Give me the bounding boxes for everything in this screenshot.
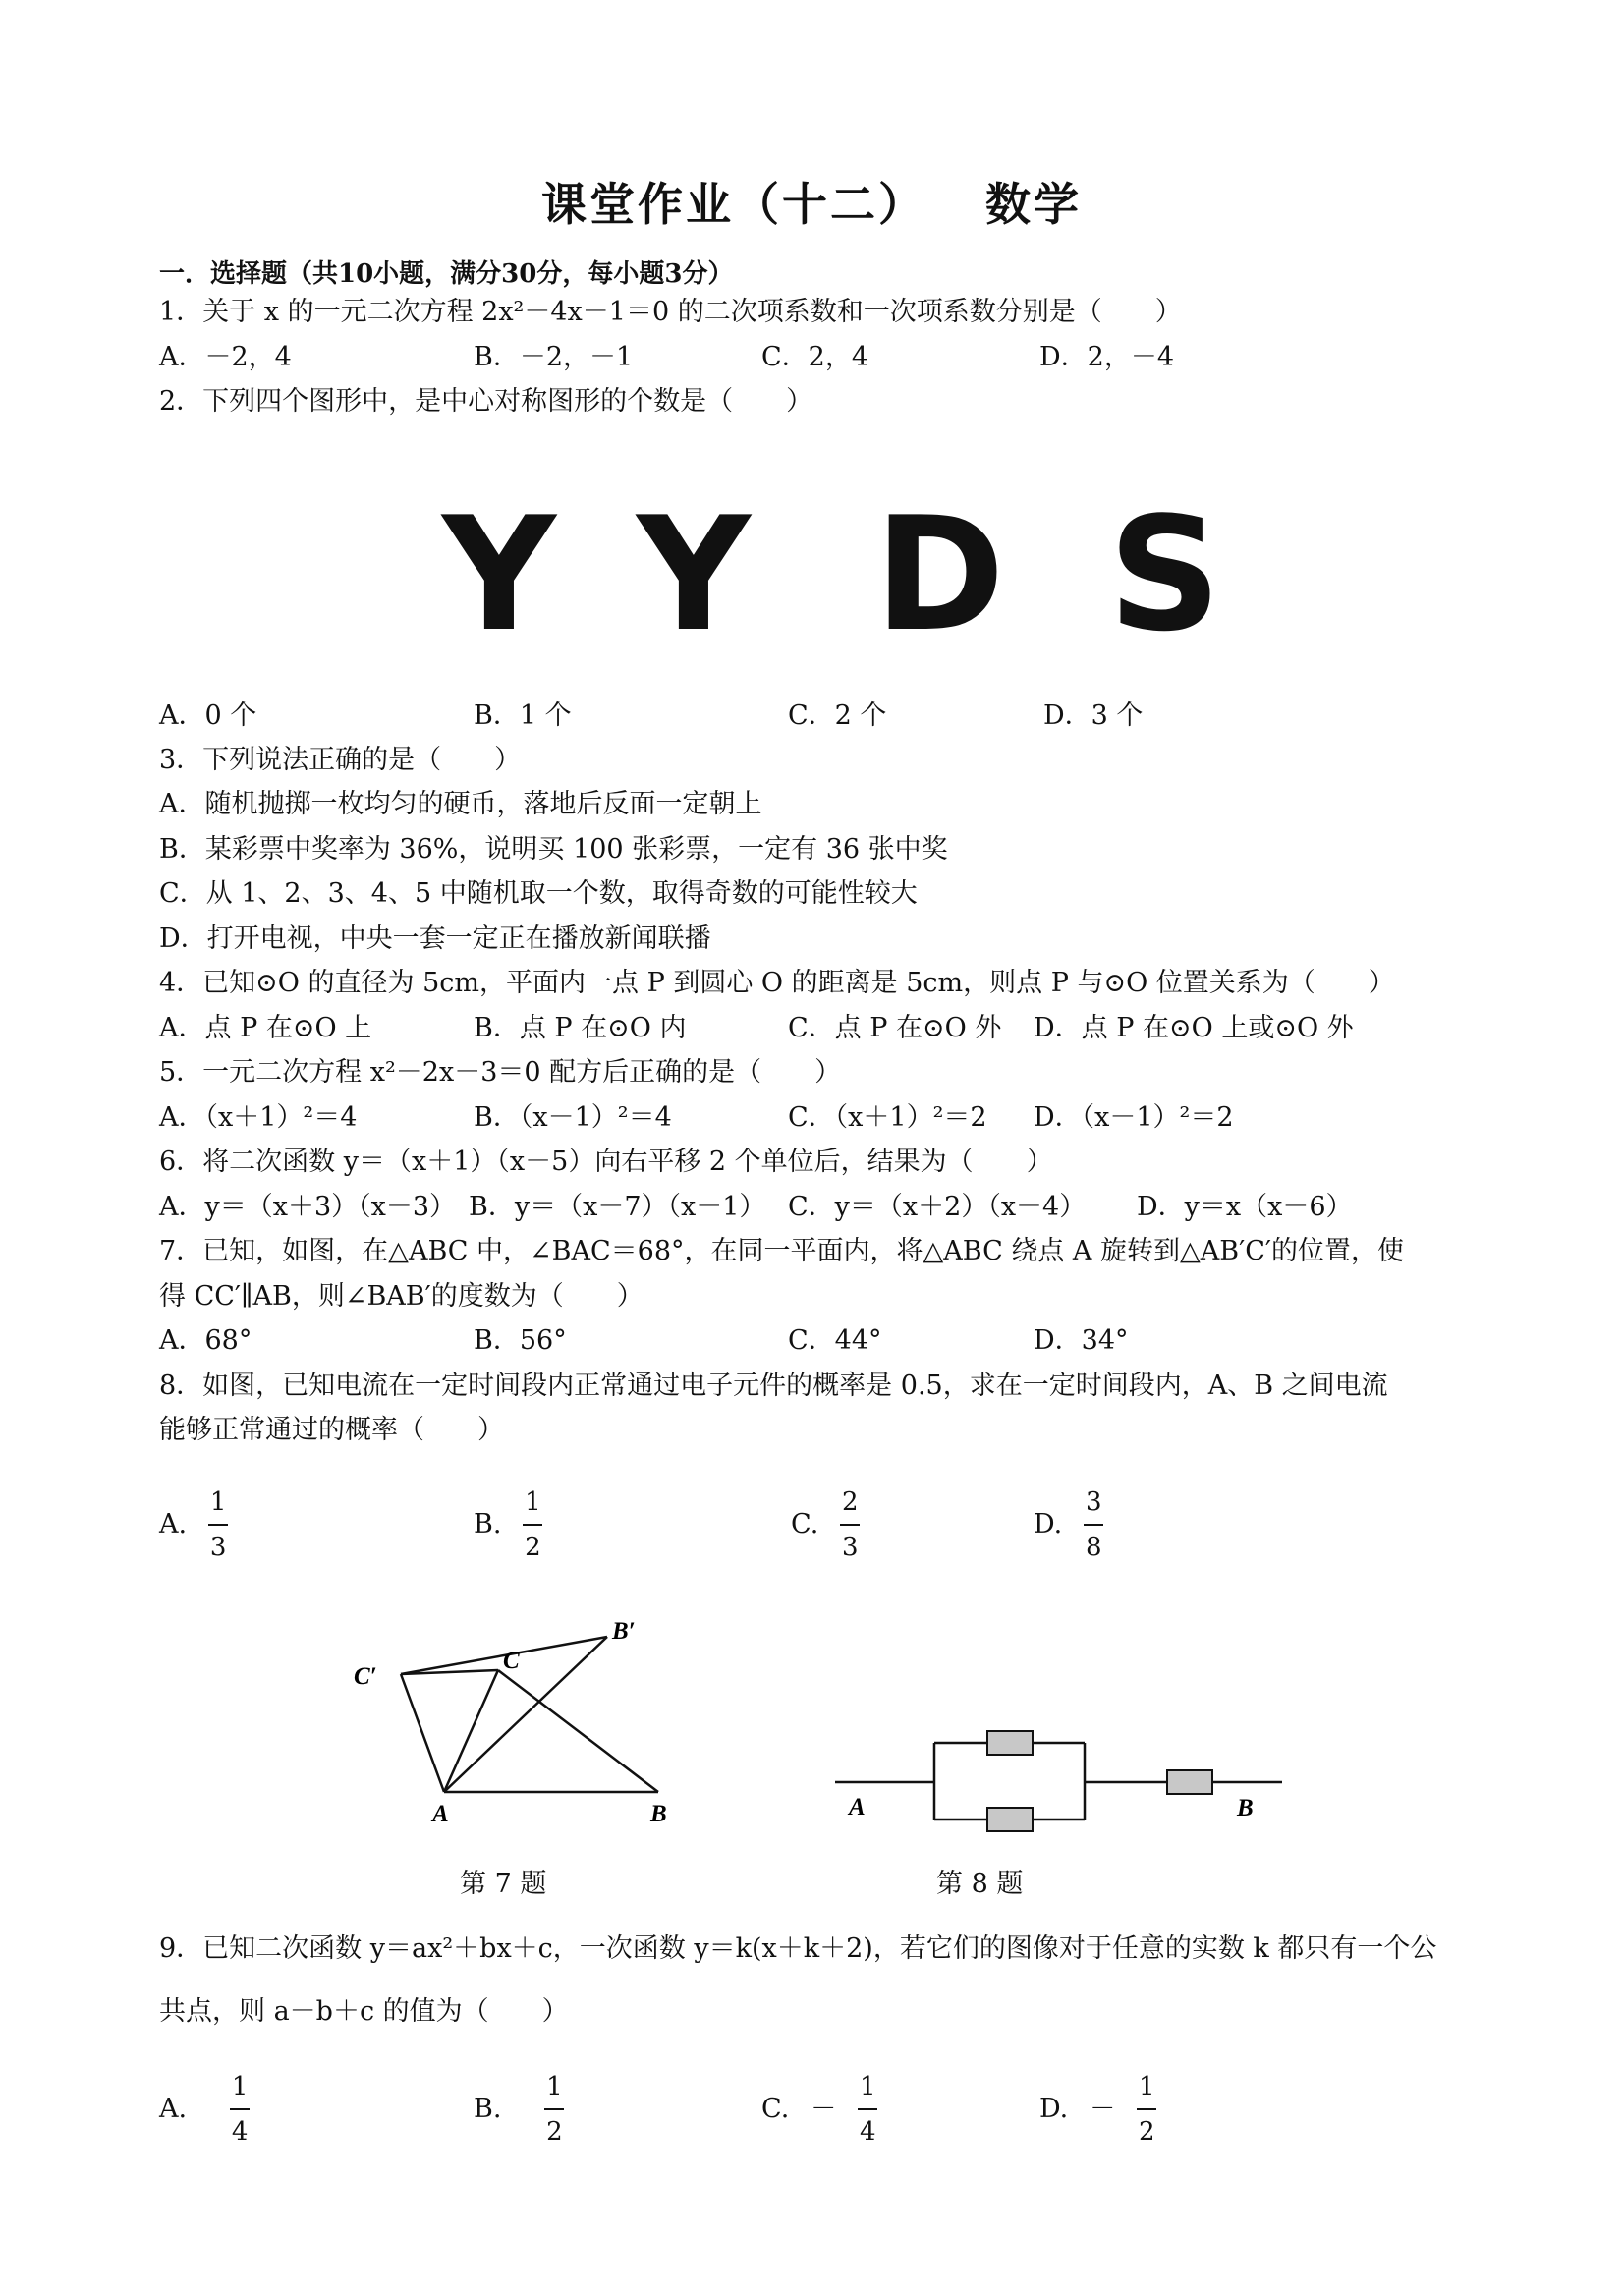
figure7-caption: 第 7 题 <box>460 1869 547 1899</box>
q3-option-c: C．从 1、2、3、4、5 中随机取一个数，取得奇数的可能性较大 <box>159 878 918 909</box>
q2-stem: 2．下列四个图形中，是中心对称图形的个数是（ ） <box>159 386 813 417</box>
q8-stem-line2: 能够正常通过的概率（ ） <box>159 1415 504 1445</box>
q7-option-b: B．56° <box>474 1325 567 1356</box>
circuit-label-a: A <box>849 1794 866 1820</box>
q1-option-d: D．2，－4 <box>1039 342 1175 372</box>
title-subject: 数学 <box>985 178 1082 231</box>
q6-option-c: C．y＝（x＋2）（x－4） <box>788 1192 1087 1222</box>
q1-option-c: C．2，4 <box>761 342 869 372</box>
q2-option-a: A．0 个 <box>159 700 257 731</box>
q4-option-a: A．点 P 在⊙O 上 <box>159 1013 372 1043</box>
circuit-figure <box>830 1709 1297 1842</box>
q9-option-a: A. $\frac{1}{4}$ <box>159 2072 249 2147</box>
label-b-prime: B′ <box>612 1618 636 1645</box>
q5-stem: 5．一元二次方程 x²－2x－3＝0 配方后正确的是（ ） <box>159 1057 842 1088</box>
q7-option-c: C．44° <box>788 1325 882 1356</box>
q9-option-b: B. $\frac{1}{2}$ <box>474 2072 563 2147</box>
q6-option-a: A．y＝（x＋3）（x－3） <box>159 1192 457 1222</box>
label-c: C <box>503 1648 520 1674</box>
q8-option-c: C. $\frac{2}{3}$ <box>791 1487 859 1562</box>
q8-option-d: D. $\frac{3}{8}$ <box>1034 1487 1102 1562</box>
q1-option-a: A．－2，4 <box>159 342 292 372</box>
letter-figure-s: S <box>1108 482 1222 666</box>
q5-option-c: C．（x＋1）²＝2 <box>788 1102 987 1133</box>
q3-stem: 3．下列说法正确的是（ ） <box>159 745 522 775</box>
resistor-bottom <box>987 1808 1033 1831</box>
letter-figure-y2: Y <box>637 482 751 666</box>
page-title <box>0 169 1623 234</box>
letter-figure-y1: Y <box>442 482 556 666</box>
figure8-caption: 第 8 题 <box>936 1869 1024 1899</box>
fraction: $\frac{1}{2}$ <box>525 1487 541 1562</box>
q1-option-b: B．－2，－1 <box>474 342 634 372</box>
title-main: 课堂作业（十二） <box>541 178 926 231</box>
resistor-series <box>1167 1770 1212 1794</box>
q4-option-c: C．点 P 在⊙O 外 <box>788 1013 1002 1043</box>
q5-option-b: B．（x－1）²＝4 <box>474 1102 672 1133</box>
fraction: $\frac{1}{4}$ <box>860 2072 876 2147</box>
label-c-prime: C′ <box>354 1663 377 1690</box>
q3-option-a: A．随机抛掷一枚均匀的硬币，落地后反面一定朝上 <box>159 789 762 819</box>
fraction: $\frac{2}{3}$ <box>842 1487 859 1562</box>
fraction: $\frac{1}{2}$ <box>1139 2072 1155 2147</box>
q2-option-c: C．2 个 <box>788 700 887 731</box>
q4-option-d: D．点 P 在⊙O 上或⊙O 外 <box>1034 1013 1354 1043</box>
label-b: B <box>650 1801 667 1827</box>
resistor-top <box>987 1731 1033 1755</box>
q7-stem-line2: 得 CC′∥AB，则∠BAB′的度数为（ ） <box>159 1281 644 1312</box>
q7-stem-line1: 7．已知，如图，在△ABC 中，∠BAC＝68°，在同一平面内，将△ABC 绕点 A 旋转到△AB′C′的位置，使 <box>159 1236 1405 1266</box>
q6-stem: 6．将二次函数 y＝（x＋1）（x－5）向右平移 2 个单位后，结果为（ ） <box>159 1147 1053 1177</box>
q9-option-d: D. － $\frac{1}{2}$ <box>1039 2072 1155 2147</box>
q4-option-b: B．点 P 在⊙O 内 <box>474 1013 687 1043</box>
q8-option-a: A. $\frac{1}{3}$ <box>159 1487 227 1562</box>
q4-stem: 4．已知⊙O 的直径为 5cm，平面内一点 P 到圆心 O 的距离是 5cm，则点 P 与⊙O 位置关系为（ ） <box>159 968 1395 998</box>
q8-option-b: B. $\frac{1}{2}$ <box>474 1487 541 1562</box>
q3-option-b: B．某彩票中奖率为 36%，说明买 100 张彩票，一定有 36 张中奖 <box>159 834 948 865</box>
circuit-label-b: B <box>1237 1795 1254 1821</box>
q9-stem-line1: 9．已知二次函数 y＝ax²＋bx＋c，一次函数 y＝k(x＋k＋2)，若它们的图像对于任意的实数 k 都只有一个公 <box>159 1933 1437 1964</box>
q7-option-a: A．68° <box>159 1325 252 1356</box>
q6-option-d: D．y＝x（x－6） <box>1137 1192 1353 1222</box>
q3-option-d: D．打开电视，中央一套一定正在播放新闻联播 <box>159 924 711 954</box>
q9-option-c: C. － $\frac{1}{4}$ <box>761 2072 876 2147</box>
q2-option-b: B．1 个 <box>474 700 572 731</box>
q7-option-d: D．34° <box>1034 1325 1129 1356</box>
fraction: $\frac{1}{2}$ <box>546 2072 563 2147</box>
q9-stem-line2: 共点，则 a－b＋c 的值为（ ） <box>159 1996 569 2027</box>
fraction: $\frac{1}{3}$ <box>209 1487 227 1562</box>
section-heading: 一．选择题（共10小题，满分30分，每小题3分） <box>159 259 734 289</box>
label-a: A <box>432 1801 449 1827</box>
fraction: $\frac{1}{4}$ <box>231 2072 249 2147</box>
fraction: $\frac{3}{8}$ <box>1086 1487 1102 1562</box>
q8-stem-line1: 8．如图，已知电流在一定时间段内正常通过电子元件的概率是 0.5，求在一定时间段内，A、B 之间电流 <box>159 1371 1388 1401</box>
q5-option-d: D．（x－1）²＝2 <box>1034 1102 1234 1133</box>
q1-stem: 1．关于 x 的一元二次方程 2x²－4x－1＝0 的二次项系数和一次项系数分别是（ ） <box>159 297 1182 327</box>
letter-figure-d: D <box>874 482 1005 666</box>
triangle-rotation-figure <box>334 1611 698 1837</box>
q5-option-a: A．（x＋1）²＝4 <box>159 1102 358 1133</box>
q6-option-b: B．y＝（x－7）（x－1） <box>469 1192 766 1222</box>
q2-option-d: D．3 个 <box>1043 700 1144 731</box>
